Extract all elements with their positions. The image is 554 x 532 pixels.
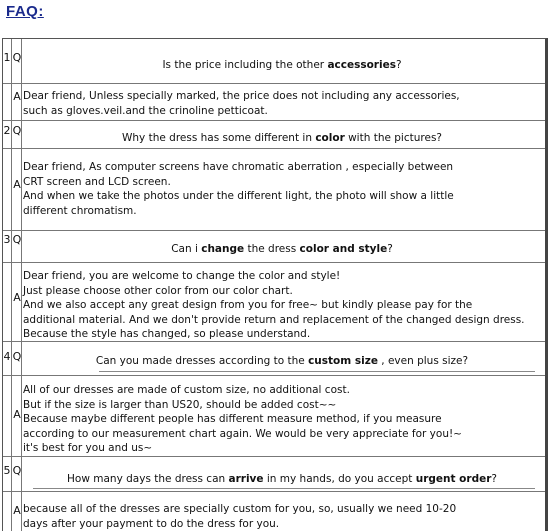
question-keyword: color	[315, 132, 345, 144]
question-row-3	[3, 231, 545, 263]
question-fragment: ?	[491, 473, 497, 485]
answer-line: Because maybe different people has different measure method, if you measure	[23, 413, 442, 426]
question-label: Q	[12, 350, 22, 363]
question-label: Q	[12, 124, 22, 137]
question-number: 2	[3, 124, 11, 137]
question-fragment: Can i	[171, 243, 202, 255]
answer-line: Because the style has changed, so please understand.	[23, 328, 311, 341]
answer-row-2	[3, 149, 545, 231]
answer-text	[23, 269, 541, 342]
question-row-2	[3, 121, 545, 149]
answer-line: Just please choose other color from our color chart.	[23, 284, 293, 297]
question-label: Q	[12, 51, 22, 64]
question-label: Q	[12, 464, 22, 477]
question-number: 3	[3, 233, 11, 246]
answer-row-1	[3, 84, 545, 121]
answer-line: But if the size is larger than US20, should be added cost~~	[23, 398, 337, 411]
answer-text	[23, 89, 541, 118]
question-fragment: Can you made dresses according to the	[95, 355, 309, 367]
question-number: 1	[3, 51, 11, 64]
question-fragment: How many days the dress can	[67, 473, 229, 485]
question-keyword: arrive	[228, 473, 264, 485]
answer-text	[23, 160, 541, 218]
answer-line: days after your payment to do the dress for you.	[23, 517, 280, 530]
question-fragment: in my hands, do you accept	[263, 473, 416, 485]
answer-line: it's best for you and us~	[23, 442, 153, 455]
answer-line: CRT screen and LCD screen.	[23, 175, 171, 188]
question-fragment: , even plus size?	[377, 355, 469, 367]
answer-text	[23, 502, 541, 531]
answer-line: All of our dresses are made of custom size, no additional cost.	[23, 384, 350, 396]
question-fragment: ?	[387, 243, 393, 255]
question-keyword: custom size	[308, 355, 378, 367]
question-text	[23, 58, 541, 72]
answer-line: And we also accept any great design from you for free~ but kindly please pay for the	[23, 299, 473, 312]
question-row-1	[3, 39, 545, 84]
question-fragment: ?	[395, 59, 402, 71]
answer-label: A	[13, 504, 21, 517]
answer-text	[23, 383, 541, 456]
answer-line: such as gloves.veil.and the crinoline petticoat.	[23, 104, 268, 117]
faq-title: FAQ:	[6, 3, 44, 20]
answer-row-4	[3, 376, 545, 457]
question-fragment: Is the price including the other	[162, 59, 328, 71]
question-text	[23, 242, 541, 256]
question-text	[23, 472, 541, 486]
answer-line: Dear friend, you are welcome to change the color and style!	[23, 270, 341, 282]
question-keyword: color and style	[299, 243, 388, 255]
answer-line: And when we take the photos under the different light, the photo will show a little	[23, 190, 454, 203]
answer-row-3	[3, 263, 545, 342]
question-fragment: Why the dress has some different in	[122, 132, 316, 144]
question-text	[23, 131, 541, 145]
question-label: Q	[12, 233, 22, 246]
question-fragment: the dress	[244, 243, 300, 255]
answer-line: different chromatism.	[23, 204, 137, 217]
question-keyword: accessories	[327, 59, 396, 71]
question-fragment: with the pictures?	[344, 132, 442, 144]
answer-label: A	[13, 90, 21, 103]
question-number: 4	[3, 350, 11, 363]
answer-row-5	[3, 492, 545, 532]
faq-table	[2, 38, 548, 531]
question-keyword: change	[201, 243, 245, 255]
answer-line: according to our measurement chart again. We would be very appreciate for you!~	[23, 427, 462, 440]
question-row-4	[3, 342, 545, 376]
answer-line: Dear friend, Unless specially marked, the price does not including any accessories,	[23, 90, 460, 102]
answer-line: additional material. And we don't provide return and replacement of the changed design dress.	[23, 313, 525, 326]
question-underline	[99, 371, 535, 372]
question-text	[23, 354, 541, 368]
question-number: 5	[3, 464, 11, 477]
answer-label: A	[13, 291, 21, 304]
answer-line: Dear friend, As computer screens have chromatic aberration , especially between	[23, 161, 454, 173]
question-underline	[33, 488, 535, 489]
question-keyword: urgent order	[415, 473, 492, 485]
question-row-5	[3, 457, 545, 492]
answer-line: because all of the dresses are specially custom for you, so, usually we need 10-20	[23, 503, 457, 515]
answer-label: A	[13, 178, 21, 191]
answer-label: A	[13, 408, 21, 421]
